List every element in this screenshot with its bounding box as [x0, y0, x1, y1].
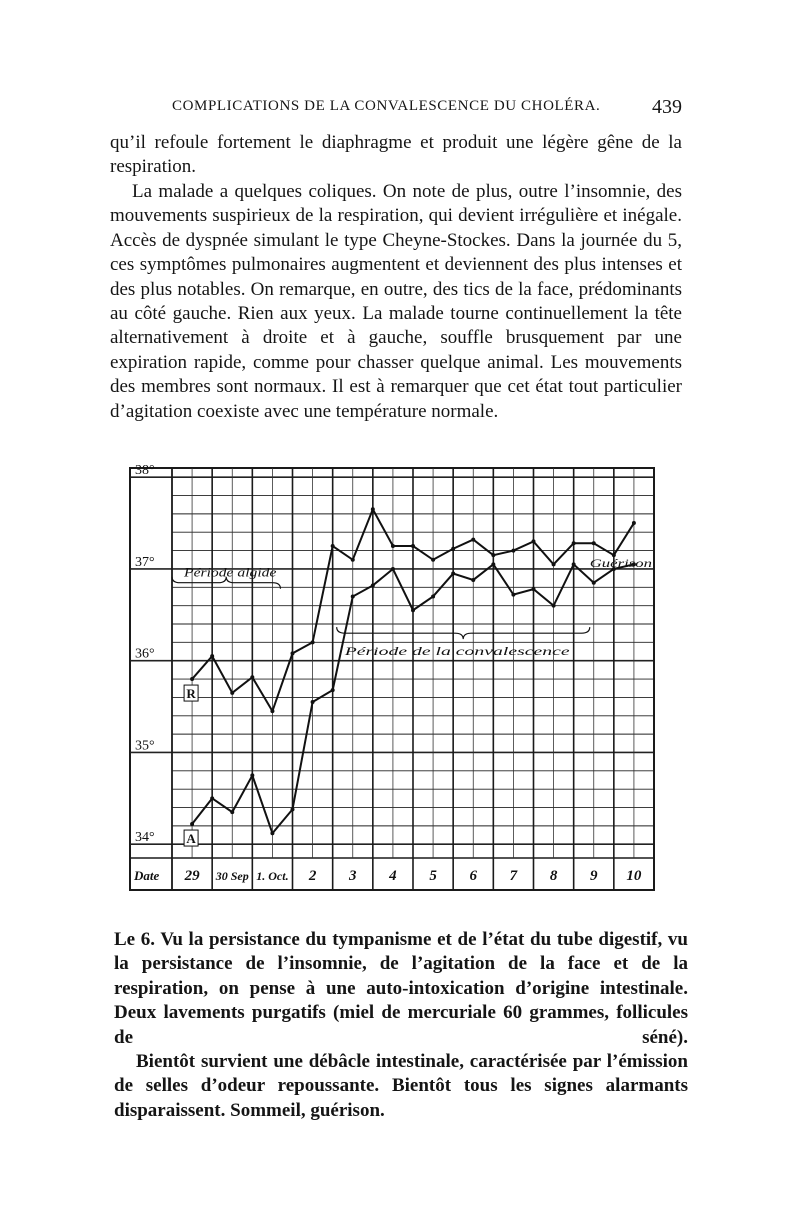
series-point: [532, 539, 536, 543]
series-name: A: [186, 831, 196, 847]
date-label: 2: [308, 868, 317, 884]
temperature-chart: [128, 458, 668, 918]
chart-grid: [130, 468, 654, 890]
series-point: [592, 581, 596, 585]
annotation-algid: Période algide: [182, 564, 277, 580]
series-point: [451, 547, 455, 551]
page-number: 439: [652, 96, 682, 118]
series-point: [210, 654, 214, 658]
y-tick-label: 38°: [135, 463, 155, 479]
series-point: [210, 796, 214, 800]
paragraph-recovery: Bientôt survient une débâcle intestinale, caractérisée par l’émission de selles d’odeur repoussante. Bientôt tous les signes alarmants disparaissent. Sommeil, guérison.: [114, 1051, 688, 1121]
convalescence-brace: [337, 627, 590, 639]
series-point: [411, 608, 415, 612]
date-label: 29: [184, 868, 200, 884]
series-point: [230, 810, 234, 814]
series-point: [351, 558, 355, 562]
y-tick-label: 37°: [135, 554, 155, 570]
y-tick-label: 34°: [135, 830, 155, 846]
series-name: R: [186, 686, 196, 702]
series-point: [331, 688, 335, 692]
running-header: [172, 96, 682, 120]
series-point: [351, 594, 355, 598]
series-point: [532, 587, 536, 591]
series-point: [552, 604, 556, 608]
series-point: [572, 562, 576, 566]
series-point: [471, 538, 475, 542]
paragraph-symptoms: La malade a quelques coliques. On note de plus, outre l’insomnie, des mouvements suspirieux de la respiration, qui devient irrégulière et inégale. Accès de dyspnée simulant le type Cheyne-Stockes. Dans la journée du 5, ces symptômes pulmonaires augmentent et deviennent des plus intenses et des plus notables. On remarque, en outre, des tics de la face, prédominants au côté gauche. Rien aux yeux. La malade tourne continuellement la tête alternativement à droite et à gauche, souffle brusquement par une expiration rapide, comme pour chasser quelque animal. Les mouvements des membres sont normaux. Il est à remarquer que cet état tout particulier d’agitation coexiste avec une température normale.: [110, 181, 682, 422]
series-point: [311, 700, 315, 704]
date-label: 30 Sep: [215, 869, 249, 883]
chart-axis: [133, 463, 642, 884]
series-point: [270, 831, 274, 835]
date-label: 6: [469, 868, 477, 884]
series-point: [491, 553, 495, 557]
running-title: COMPLICATIONS DE LA CONVALESCENCE DU CHOLÉRA.: [172, 98, 601, 114]
series-point: [190, 822, 194, 826]
series-point: [431, 594, 435, 598]
series-point: [411, 544, 415, 548]
annotation-convalescence: Période de la convalescence: [343, 644, 571, 659]
series-point: [391, 567, 395, 571]
series-point: [311, 640, 315, 644]
date-row-label: Date: [134, 868, 160, 883]
series-point: [250, 675, 254, 679]
series-point: [371, 507, 375, 511]
series-point: [552, 562, 556, 566]
date-label: 5: [429, 868, 437, 884]
date-label: 1. Oct.: [256, 869, 289, 883]
series-point: [511, 593, 515, 597]
series-point: [230, 691, 234, 695]
date-label: 10: [626, 868, 642, 884]
series-point: [291, 651, 295, 655]
annotation-guerison: Guérison: [589, 555, 652, 570]
series-point: [250, 773, 254, 777]
series-point: [572, 541, 576, 545]
series-point: [632, 521, 636, 525]
paragraph-continuation: qu’il refoule fortement le diaphragme et produit une légère gêne de la respiration.: [110, 132, 682, 178]
series-point: [451, 572, 455, 576]
series-point: [491, 562, 495, 566]
series-point: [270, 709, 274, 713]
series-point: [371, 583, 375, 587]
series-point: [190, 677, 194, 681]
series-point: [592, 541, 596, 545]
y-tick-label: 36°: [135, 646, 155, 662]
date-label: 4: [389, 868, 397, 884]
y-tick-label: 35°: [135, 738, 155, 754]
paragraph-day-6: Le 6. Vu la persistance du tympanisme et de l’état du tube digestif, vu la persistance de l’insomnie, de l’agitation de la face et de la respiration, on pense à une auto-intoxication d’origine intestinale. Deux lavements purgatifs (miel de mercuriale 60 grammes, follicules de séné).: [114, 929, 688, 1048]
series-point: [391, 544, 395, 548]
series-point: [331, 544, 335, 548]
series-point: [291, 807, 295, 811]
date-label: 3: [349, 868, 357, 884]
series-point: [431, 558, 435, 562]
date-label: 9: [590, 868, 598, 884]
series-point: [511, 549, 515, 553]
date-label: 7: [509, 868, 518, 884]
date-label: 8: [549, 868, 558, 884]
series-point: [471, 578, 475, 582]
